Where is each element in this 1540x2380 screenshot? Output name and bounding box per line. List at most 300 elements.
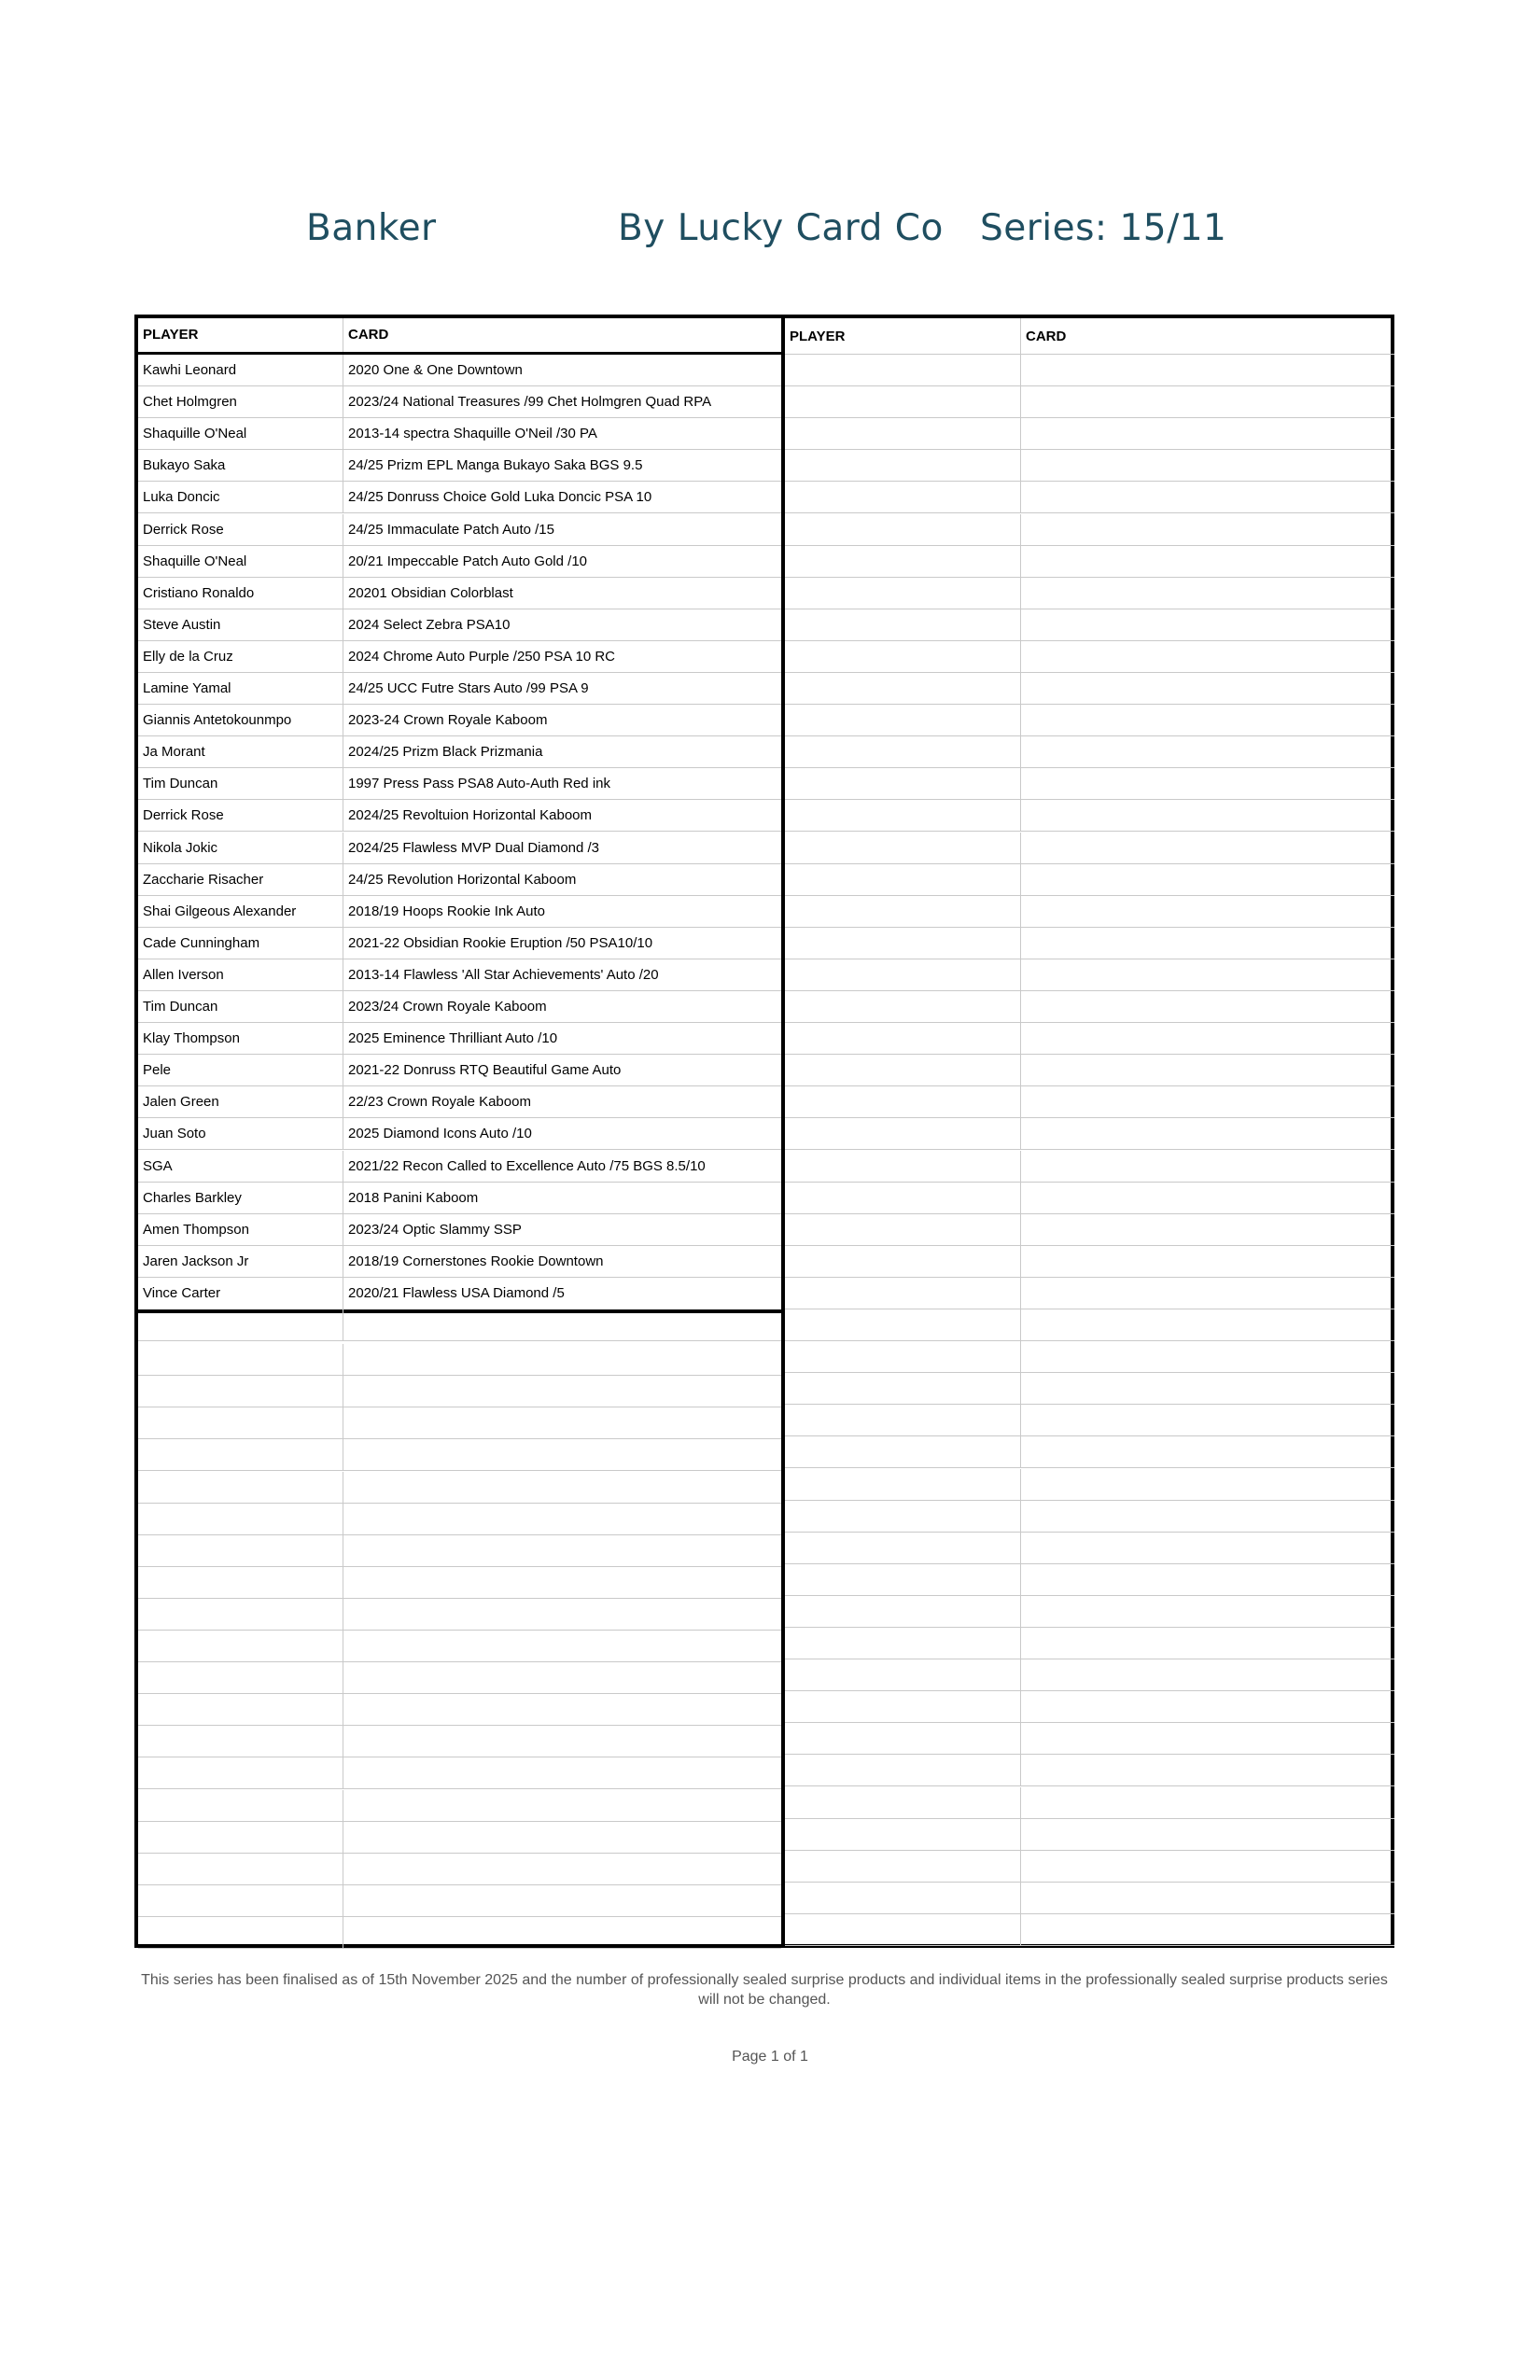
card-cell: 2018/19 Cornerstones Rookie Downtown — [348, 1253, 604, 1269]
player-cell — [138, 1504, 343, 1534]
card-cell: 2020 One & One Downtown — [348, 362, 523, 378]
player-cell: Derrick Rose — [138, 800, 343, 831]
right-player-cell — [785, 1341, 1021, 1372]
right-player-cell — [785, 1086, 1021, 1117]
card-cell: 22/23 Crown Royale Kaboom — [348, 1094, 531, 1111]
right-player-cell — [785, 864, 1021, 895]
right-table-row — [785, 736, 1394, 768]
player-cell — [138, 1790, 343, 1821]
right-card-cell — [1021, 514, 1394, 545]
footer-note: This series has been finalised as of 15th November 2025 and the number of professionally sealed surprise products and individual items in the professionally sealed surprise products series will not be changed. — [141, 1972, 1388, 2008]
table-row — [138, 418, 781, 450]
card-cell — [343, 1535, 781, 1566]
right-table-row — [785, 1436, 1394, 1468]
card-cell: 2023/24 National Treasures /99 Chet Holmgren Quad RPA — [348, 394, 712, 411]
right-player-cell — [785, 1501, 1021, 1532]
player-cell — [138, 1472, 343, 1503]
right-player-cell — [785, 1278, 1021, 1309]
right-card-cell — [1021, 1118, 1394, 1149]
table-row — [138, 768, 781, 800]
right-player-cell — [785, 418, 1021, 449]
right-player-cell — [785, 1533, 1021, 1563]
player-cell: Cade Cunningham — [138, 928, 343, 959]
card-cell: 2013-14 Flawless 'All Star Achievements' Auto /20 — [348, 966, 659, 983]
player-cell — [138, 1885, 343, 1916]
right-player-cell — [785, 386, 1021, 417]
table-row — [138, 1376, 781, 1407]
right-player-cell — [785, 991, 1021, 1022]
card-cell: 20/21 Impeccable Patch Auto Gold /10 — [348, 553, 588, 569]
right-table-row — [785, 1086, 1394, 1118]
right-player-cell — [785, 1564, 1021, 1595]
player-cell: Klay Thompson — [138, 1023, 343, 1054]
card-cell: 2024/25 Revoltuion Horizontal Kaboom — [348, 807, 592, 824]
right-table-row — [785, 1214, 1394, 1246]
right-card-cell — [1021, 1787, 1394, 1818]
card-cell: 2025 Diamond Icons Auto /10 — [348, 1126, 532, 1142]
right-table-row — [785, 1564, 1394, 1596]
player-cell — [138, 1567, 343, 1598]
right-player-cell — [785, 1691, 1021, 1722]
card-cell: 2021-22 Obsidian Rookie Eruption /50 PSA10/10 — [348, 934, 653, 951]
right-player-cell — [785, 1309, 1021, 1340]
right-table-row — [785, 896, 1394, 928]
player-cell — [138, 1309, 343, 1340]
table-row — [138, 1118, 781, 1150]
table-row — [138, 578, 781, 609]
right-card-cell — [1021, 1246, 1394, 1277]
card-cell — [343, 1504, 781, 1534]
card-cell — [343, 1439, 781, 1470]
right-card-cell — [1021, 768, 1394, 799]
right-card-cell — [1021, 1819, 1394, 1850]
table-row — [138, 482, 781, 513]
card-cell: 2024/25 Prizm Black Prizmania — [348, 744, 543, 761]
right-player-cell — [785, 1851, 1021, 1882]
player-cell: Amen Thompson — [138, 1214, 343, 1245]
right-player-cell — [785, 641, 1021, 672]
player-cell: Shaquille O'Neal — [138, 418, 343, 449]
right-player-cell — [785, 959, 1021, 990]
card-cell: 24/25 Immaculate Patch Auto /15 — [348, 521, 554, 538]
card-cell: 20201 Obsidian Colorblast — [348, 584, 513, 601]
right-card-cell — [1021, 1659, 1394, 1690]
table-row — [138, 1344, 781, 1376]
player-cell: Juan Soto — [138, 1118, 343, 1149]
right-table-row — [785, 800, 1394, 832]
player-cell — [138, 1854, 343, 1884]
table-row — [138, 1086, 781, 1118]
right-card-cell — [1021, 1309, 1394, 1340]
player-cell — [138, 1376, 343, 1407]
right-player-cell — [785, 578, 1021, 609]
right-table-row — [785, 355, 1394, 386]
right-table-row — [785, 1755, 1394, 1786]
right-table-row — [785, 418, 1394, 450]
player-cell: Nikola Jokic — [138, 833, 343, 863]
card-cell: 1997 Press Pass PSA8 Auto-Auth Red ink — [348, 776, 610, 792]
table-row — [138, 1631, 781, 1662]
player-cell — [138, 1694, 343, 1725]
right-table-row — [785, 1055, 1394, 1086]
player-cell: Chet Holmgren — [138, 386, 343, 417]
player-cell — [138, 1344, 343, 1375]
right-table-row — [785, 450, 1394, 482]
right-player-cell — [785, 1755, 1021, 1785]
right-table-row — [785, 768, 1394, 800]
card-cell: 2024 Chrome Auto Purple /250 PSA 10 RC — [348, 648, 616, 665]
right-player-cell — [785, 928, 1021, 959]
table-row — [138, 1854, 781, 1885]
right-table-row — [785, 1851, 1394, 1883]
right-player-cell — [785, 514, 1021, 545]
right-card-cell — [1021, 546, 1394, 577]
right-player-cell — [785, 1883, 1021, 1913]
card-cell: 2023-24 Crown Royale Kaboom — [348, 712, 548, 729]
right-card-cell — [1021, 736, 1394, 767]
right-player-cell — [785, 1914, 1021, 1945]
card-cell: 2023/24 Crown Royale Kaboom — [348, 999, 547, 1015]
right-table-row — [785, 1819, 1394, 1851]
card-cell — [343, 1885, 781, 1916]
card-cell: 24/25 UCC Futre Stars Auto /99 PSA 9 — [348, 680, 589, 696]
card-cell — [343, 1822, 781, 1853]
right-card-cell — [1021, 1086, 1394, 1117]
right-table-row — [785, 705, 1394, 736]
right-player-cell — [785, 609, 1021, 640]
right-table-row — [785, 1151, 1394, 1183]
right-card-cell — [1021, 991, 1394, 1022]
player-cell: Lamine Yamal — [138, 673, 343, 704]
player-cell: Giannis Antetokounmpo — [138, 705, 343, 735]
right-table-row — [785, 514, 1394, 546]
right-card-cell — [1021, 1723, 1394, 1754]
right-player-cell — [785, 450, 1021, 481]
table-row — [138, 1790, 781, 1822]
table-row — [138, 991, 781, 1023]
right-player-cell — [785, 1436, 1021, 1467]
card-cell — [343, 1726, 781, 1757]
table-row — [138, 1439, 781, 1471]
right-card-cell — [1021, 418, 1394, 449]
left-header-card: CARD — [348, 327, 389, 343]
player-cell — [138, 1535, 343, 1566]
right-player-cell — [785, 1819, 1021, 1850]
card-cell — [343, 1694, 781, 1725]
right-player-cell — [785, 355, 1021, 385]
card-cell: 2021-22 Donruss RTQ Beautiful Game Auto — [348, 1062, 622, 1079]
table-row — [138, 546, 781, 578]
left-header-player: PLAYER — [138, 318, 343, 352]
card-cell: 2018/19 Hoops Rookie Ink Auto — [348, 903, 545, 919]
card-cell — [343, 1567, 781, 1598]
right-table-row — [785, 1914, 1394, 1946]
right-card-cell — [1021, 482, 1394, 512]
card-cell: 2024 Select Zebra PSA10 — [348, 616, 511, 633]
right-player-cell — [785, 482, 1021, 512]
player-cell: Zaccharie Risacher — [138, 864, 343, 895]
right-table-row — [785, 1023, 1394, 1055]
right-table-row — [785, 1309, 1394, 1341]
card-cell: 2025 Eminence Thrilliant Auto /10 — [348, 1030, 558, 1047]
right-card-cell — [1021, 1628, 1394, 1659]
table-row — [138, 1023, 781, 1055]
player-cell — [138, 1726, 343, 1757]
card-cell — [343, 1790, 781, 1821]
table-row — [138, 1183, 781, 1214]
right-table-row — [785, 641, 1394, 673]
right-table-row — [785, 928, 1394, 959]
right-player-cell — [785, 1246, 1021, 1277]
card-table — [134, 315, 1394, 1948]
right-card-cell — [1021, 1596, 1394, 1627]
table-row — [138, 1917, 781, 1949]
right-card-cell — [1021, 1755, 1394, 1785]
right-table-row — [785, 1469, 1394, 1501]
right-card-cell — [1021, 1278, 1394, 1309]
right-card-cell — [1021, 1533, 1394, 1563]
table-row — [138, 896, 781, 928]
right-card-cell — [1021, 1341, 1394, 1372]
player-cell: Derrick Rose — [138, 514, 343, 545]
right-card-cell — [1021, 1151, 1394, 1182]
player-cell: Steve Austin — [138, 609, 343, 640]
card-cell — [343, 1344, 781, 1375]
player-cell — [138, 1757, 343, 1788]
player-cell: Charles Barkley — [138, 1183, 343, 1213]
right-card-cell — [1021, 705, 1394, 735]
right-table-row — [785, 482, 1394, 513]
table-row — [138, 1567, 781, 1599]
right-table-row — [785, 1405, 1394, 1436]
table-row — [138, 736, 781, 768]
right-table-row — [785, 833, 1394, 864]
page-number: Page 1 of 1 — [732, 2049, 808, 2065]
player-cell: Shai Gilgeous Alexander — [138, 896, 343, 927]
card-cell — [343, 1631, 781, 1661]
right-player-cell — [785, 673, 1021, 704]
right-table-row — [785, 1659, 1394, 1691]
table-row — [138, 1214, 781, 1246]
table-row — [138, 1694, 781, 1726]
right-player-cell — [785, 1055, 1021, 1085]
right-card-cell — [1021, 1214, 1394, 1245]
right-player-cell — [785, 1118, 1021, 1149]
right-table-row — [785, 546, 1394, 578]
right-header-card: CARD — [1026, 329, 1067, 344]
right-table-row — [785, 1501, 1394, 1533]
player-cell — [138, 1822, 343, 1853]
table-row — [138, 641, 781, 673]
right-card-cell — [1021, 833, 1394, 863]
right-table-row — [785, 1723, 1394, 1755]
right-card-cell — [1021, 1851, 1394, 1882]
card-cell — [343, 1854, 781, 1884]
right-card-cell — [1021, 1564, 1394, 1595]
right-header-row — [785, 318, 1394, 355]
table-row — [138, 705, 781, 736]
right-player-cell — [785, 1214, 1021, 1245]
right-card-cell — [1021, 578, 1394, 609]
right-player-cell — [785, 768, 1021, 799]
header-title: Banker — [306, 207, 437, 249]
right-card-cell — [1021, 896, 1394, 927]
table-row — [138, 800, 781, 832]
table-row — [138, 1757, 781, 1789]
right-card-cell — [1021, 386, 1394, 417]
right-table-row — [785, 1691, 1394, 1723]
right-table-row — [785, 959, 1394, 991]
player-cell: Jaren Jackson Jr — [138, 1246, 343, 1277]
player-cell — [138, 1407, 343, 1438]
right-card-cell — [1021, 609, 1394, 640]
right-card-cell — [1021, 1055, 1394, 1085]
left-header-row — [138, 318, 781, 352]
card-cell — [343, 1757, 781, 1788]
right-card-cell — [1021, 1183, 1394, 1213]
right-player-cell — [785, 1596, 1021, 1627]
card-cell: 24/25 Prizm EPL Manga Bukayo Saka BGS 9.5 — [348, 457, 643, 474]
right-player-cell — [785, 1628, 1021, 1659]
card-cell — [343, 1309, 781, 1340]
right-table-row — [785, 578, 1394, 609]
right-table-row — [785, 673, 1394, 705]
right-card-cell — [1021, 1023, 1394, 1054]
table-row — [138, 1885, 781, 1917]
card-cell: 24/25 Donruss Choice Gold Luka Doncic PSA 10 — [348, 489, 652, 506]
card-cell: 2013-14 spectra Shaquille O'Neil /30 PA — [348, 426, 597, 442]
table-row — [138, 1278, 781, 1309]
player-cell: SGA — [138, 1151, 343, 1182]
player-cell: Pele — [138, 1055, 343, 1085]
card-cell: 2018 Panini Kaboom — [348, 1189, 479, 1206]
right-card-cell — [1021, 450, 1394, 481]
card-cell — [343, 1662, 781, 1693]
table-row — [138, 928, 781, 959]
player-cell: Vince Carter — [138, 1278, 343, 1309]
card-cell: 24/25 Revolution Horizontal Kaboom — [348, 871, 577, 888]
player-cell: Tim Duncan — [138, 768, 343, 799]
right-table-row — [785, 386, 1394, 418]
player-cell: Ja Morant — [138, 736, 343, 767]
table-row — [138, 514, 781, 546]
table-row — [138, 1599, 781, 1631]
right-table-row — [785, 1373, 1394, 1405]
card-cell: 2020/21 Flawless USA Diamond /5 — [348, 1284, 565, 1301]
table-row — [138, 1662, 781, 1694]
card-cell: 2023/24 Optic Slammy SSP — [348, 1221, 522, 1238]
table-row — [138, 1726, 781, 1757]
header-series: Series: 15/11 — [980, 207, 1227, 249]
right-table-row — [785, 1246, 1394, 1278]
right-table-row — [785, 1278, 1394, 1309]
right-card-cell — [1021, 1691, 1394, 1722]
table-row — [138, 609, 781, 641]
table-row — [138, 1822, 781, 1854]
right-player-cell — [785, 1469, 1021, 1500]
right-player-cell — [785, 736, 1021, 767]
right-player-cell — [785, 1183, 1021, 1213]
right-card-cell — [1021, 641, 1394, 672]
player-cell: Elly de la Cruz — [138, 641, 343, 672]
player-cell: Shaquille O'Neal — [138, 546, 343, 577]
right-card-cell — [1021, 1373, 1394, 1404]
right-player-cell — [785, 546, 1021, 577]
right-table-row — [785, 1341, 1394, 1373]
right-table-row — [785, 1183, 1394, 1214]
card-cell — [343, 1917, 781, 1948]
right-player-cell — [785, 705, 1021, 735]
right-card-cell — [1021, 1469, 1394, 1500]
right-player-cell — [785, 1151, 1021, 1182]
right-table-row — [785, 1533, 1394, 1564]
right-card-cell — [1021, 1883, 1394, 1913]
right-player-cell — [785, 1405, 1021, 1435]
table-row — [138, 864, 781, 896]
right-player-cell — [785, 896, 1021, 927]
right-table-row — [785, 609, 1394, 641]
right-player-cell — [785, 1723, 1021, 1754]
table-row — [138, 959, 781, 991]
right-player-cell — [785, 1023, 1021, 1054]
player-cell: Bukayo Saka — [138, 450, 343, 481]
player-cell — [138, 1917, 343, 1948]
right-table-row — [785, 1628, 1394, 1659]
right-card-cell — [1021, 959, 1394, 990]
right-card-cell — [1021, 864, 1394, 895]
player-cell — [138, 1662, 343, 1693]
player-cell — [138, 1631, 343, 1661]
table-row — [138, 1504, 781, 1535]
table-row — [138, 1055, 781, 1086]
right-table-row — [785, 991, 1394, 1023]
card-cell: 2024/25 Flawless MVP Dual Diamond /3 — [348, 839, 600, 856]
right-card-cell — [1021, 1501, 1394, 1532]
card-cell — [343, 1407, 781, 1438]
right-player-cell — [785, 800, 1021, 831]
right-player-cell — [785, 1787, 1021, 1818]
right-table-row — [785, 1118, 1394, 1150]
player-cell: Jalen Green — [138, 1086, 343, 1117]
header-company: By Lucky Card Co — [618, 207, 944, 249]
right-table-row — [785, 1883, 1394, 1914]
card-cell — [343, 1599, 781, 1630]
right-player-cell — [785, 1373, 1021, 1404]
right-card-cell — [1021, 800, 1394, 831]
table-row — [138, 1151, 781, 1183]
right-header-player: PLAYER — [785, 318, 1021, 354]
right-card-cell — [1021, 1914, 1394, 1945]
table-row — [138, 1246, 781, 1278]
table-row — [138, 450, 781, 482]
table-row — [138, 386, 781, 418]
card-cell: 2021/22 Recon Called to Excellence Auto /75 BGS 8.5/10 — [348, 1157, 706, 1174]
player-cell: Cristiano Ronaldo — [138, 578, 343, 609]
player-cell: Luka Doncic — [138, 482, 343, 512]
player-cell: Tim Duncan — [138, 991, 343, 1022]
card-cell — [343, 1472, 781, 1503]
right-player-cell — [785, 833, 1021, 863]
right-card-cell — [1021, 1436, 1394, 1467]
right-card-cell — [1021, 1405, 1394, 1435]
table-row — [138, 833, 781, 864]
right-card-cell — [1021, 673, 1394, 704]
card-cell — [343, 1376, 781, 1407]
player-cell: Allen Iverson — [138, 959, 343, 990]
player-cell — [138, 1599, 343, 1630]
right-table-row — [785, 864, 1394, 896]
right-table-row — [785, 1596, 1394, 1628]
